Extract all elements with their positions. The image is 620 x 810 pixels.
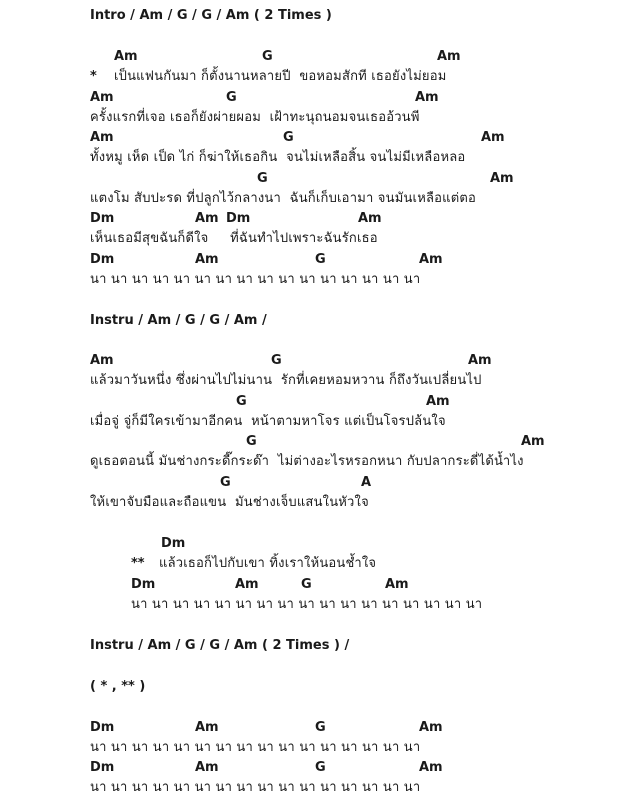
chord: Am bbox=[90, 353, 114, 368]
instru-heading: Instru / Am / G / G / Am ( 2 Times ) / bbox=[90, 638, 350, 653]
chord: Am bbox=[481, 130, 505, 145]
chord: Am bbox=[385, 577, 409, 592]
chord: G bbox=[246, 434, 257, 449]
chord: G bbox=[283, 130, 294, 145]
repeat-marker: ( * , ** ) bbox=[90, 679, 146, 694]
chord: G bbox=[220, 475, 231, 490]
chord: G bbox=[257, 171, 268, 186]
chord: Dm bbox=[131, 577, 156, 592]
lyric-line: แล้วมาวันหนึ่ง ซึ่งผ่านไปไม่นาน รักที่เคยหอมหวาน ก็ถึงวันเปลี่ยนไป bbox=[90, 373, 482, 388]
chord: G bbox=[226, 90, 237, 105]
chord: Am bbox=[415, 90, 439, 105]
lyric-line: ครั้งแรกที่เจอ เธอก็ยังผ่ายผอม เฝ้าทะนุถนอมจนเธออ้วนพี bbox=[90, 110, 420, 125]
lyric-line: เป็นแฟนกันมา ก็ตั้งนานหลายปี ขอหอมสักที เธอยังไม่ยอม bbox=[114, 69, 447, 84]
chord: Am bbox=[419, 252, 443, 267]
lyric-line: แตงโม สับปะรด ที่ปลูกไว้กลางนา ฉันก็เก็บเอามา จนมันเหลือแต่ตอ bbox=[90, 191, 477, 206]
chord: Dm bbox=[90, 760, 115, 775]
chord: Am bbox=[419, 760, 443, 775]
lyric-line: เมื่อจู่ จู่ก็มีใครเข้ามาอีกคน หน้าตามหาโจร แต่เป็นโจรปล้นใจ bbox=[90, 414, 446, 429]
verse-marker: * bbox=[90, 69, 97, 84]
chord: G bbox=[301, 577, 312, 592]
lyric-line: เห็นเธอมีสุขฉันก็ดีใจ ที่ฉันทำไปเพราะฉันรักเธอ bbox=[90, 231, 378, 246]
chord: Am bbox=[114, 49, 138, 64]
lyric-line: ทั้งหมู เห็ด เป็ด ไก่ ก็ฆ่าให้เธอกิน จนไม่เหลือสิ้น จนไม่มีเหลือหลอ bbox=[90, 150, 466, 165]
chord: G bbox=[236, 394, 247, 409]
chord: Am bbox=[195, 760, 219, 775]
chord: Am bbox=[490, 171, 514, 186]
chord: Am bbox=[419, 720, 443, 735]
lyric-line: นา นา นา นา นา นา นา นา นา นา นา นา นา นา นา นา bbox=[90, 272, 421, 287]
lyric-line: นา นา นา นา นา นา นา นา นา นา นา นา นา นา นา นา นา bbox=[131, 597, 483, 612]
chord: A bbox=[361, 475, 372, 490]
chord: Dm bbox=[161, 536, 186, 551]
chord: G bbox=[271, 353, 282, 368]
lyric-line: นา นา นา นา นา นา นา นา นา นา นา นา นา นา นา นา bbox=[90, 780, 421, 795]
chord: Am bbox=[437, 49, 461, 64]
chord: G bbox=[315, 720, 326, 735]
chord: Dm bbox=[90, 720, 115, 735]
chord: Am bbox=[521, 434, 545, 449]
chord: G bbox=[315, 252, 326, 267]
chord: Am bbox=[235, 577, 259, 592]
chord: Dm bbox=[90, 211, 115, 226]
chord: Am bbox=[468, 353, 492, 368]
chord: Am bbox=[90, 130, 114, 145]
chord: Am bbox=[195, 252, 219, 267]
instru-heading: Instru / Am / G / G / Am / bbox=[90, 313, 267, 328]
chord: Dm bbox=[90, 252, 115, 267]
chord: Am bbox=[358, 211, 382, 226]
intro-heading: Intro / Am / G / G / Am ( 2 Times ) bbox=[90, 8, 332, 23]
lyric-line: ให้เขาจับมือและถือแขน มันช่างเจ็บแสนในหัวใจ bbox=[90, 495, 369, 510]
chord: Am bbox=[90, 90, 114, 105]
chord: Am bbox=[195, 720, 219, 735]
chord: Am bbox=[426, 394, 450, 409]
chord: G bbox=[315, 760, 326, 775]
lyric-line: แล้วเธอก็ไปกับเขา ทิ้งเราให้นอนช้ำใจ bbox=[159, 556, 377, 571]
chord: G bbox=[262, 49, 273, 64]
lyric-line: ดูเธอตอนนี้ มันช่างกระดี๊กระด๊า ไม่ต่างอะไรหรอกหนา กับปลากระดี่ได้น้ำไง bbox=[90, 454, 524, 469]
chord: Am bbox=[195, 211, 219, 226]
chord: Dm bbox=[226, 211, 251, 226]
chorus-marker: ** bbox=[131, 556, 145, 571]
lyric-line: นา นา นา นา นา นา นา นา นา นา นา นา นา นา นา นา bbox=[90, 740, 421, 755]
